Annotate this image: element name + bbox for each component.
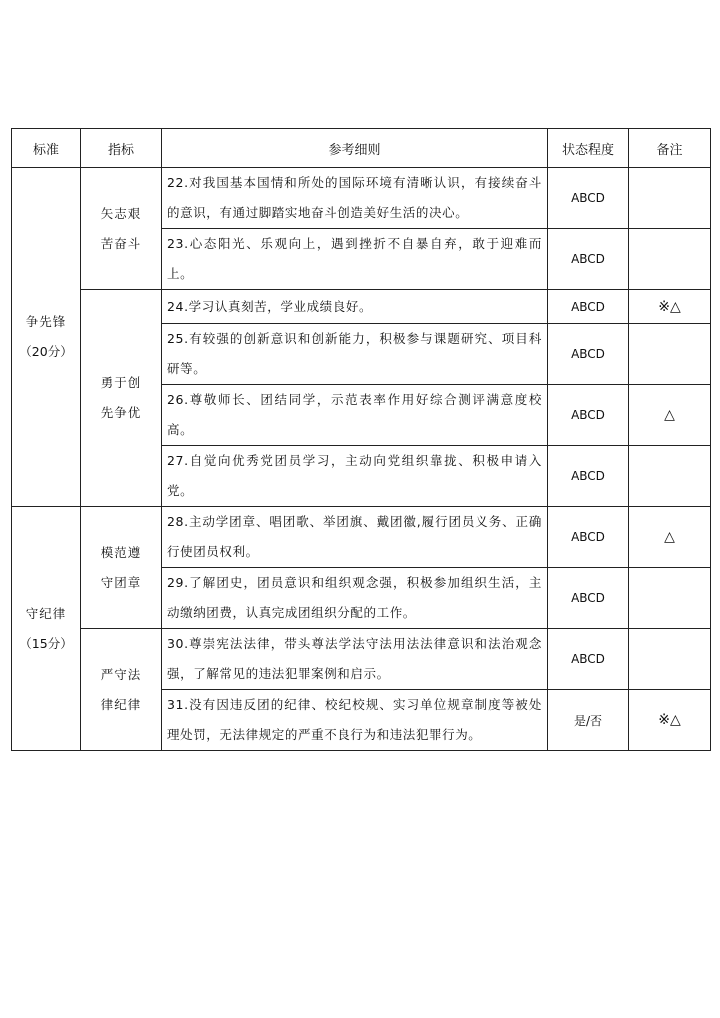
note-cell: △: [629, 507, 711, 568]
evaluation-table: [11, 128, 711, 751]
standard-score: （15分）: [19, 635, 73, 651]
standard-name: 守纪律: [25, 605, 67, 621]
detail-cell: 26.尊敬师长、团结同学，示范表率作用好综合测评满意度校高。: [162, 385, 548, 446]
indicator-name-line2: 律纪律: [100, 696, 142, 712]
note-cell: [629, 168, 711, 229]
level-cell: ABCD: [548, 168, 629, 229]
table-row: [12, 290, 711, 324]
table-row: [12, 168, 711, 229]
detail-cell: 28.主动学团章、唱团歌、举团旗、戴团徽,履行团员义务、正确行使团员权利。: [162, 507, 548, 568]
indicator-name-line1: 矢志艰: [100, 205, 142, 221]
level-cell: ABCD: [548, 385, 629, 446]
level-cell: ABCD: [548, 229, 629, 290]
detail-cell: 22.对我国基本国情和所处的国际环境有清晰认识，有接续奋斗的意识，有通过脚踏实地奋斗创造美好生活的决心。: [162, 168, 548, 229]
indicator-cell: [81, 290, 162, 507]
indicator-name-line1: 模范遵: [100, 544, 142, 560]
level-cell: ABCD: [548, 507, 629, 568]
level-cell: ABCD: [548, 446, 629, 507]
level-cell: ABCD: [548, 568, 629, 629]
note-cell: [629, 324, 711, 385]
detail-cell: 30.尊崇宪法法律，带头尊法学法守法用法法律意识和法治观念强，了解常见的违法犯罪案例和启示。: [162, 629, 548, 690]
detail-cell: 27.自觉向优秀党团员学习，主动向党组织靠拢、积极申请入党。: [162, 446, 548, 507]
indicator-name-line2: 先争优: [100, 405, 142, 420]
header-indicator: 指标: [81, 129, 162, 168]
note-cell: [629, 568, 711, 629]
indicator-name-line1: 勇于创: [100, 375, 142, 390]
header-level: 状态程度: [548, 129, 629, 168]
indicator-name-line2: 苦奋斗: [100, 235, 142, 251]
header-row: [12, 129, 711, 168]
detail-cell: 29.了解团史，团员意识和组织观念强，积极参加组织生活，主动缴纳团费，认真完成团组织分配的工作。: [162, 568, 548, 629]
detail-cell: 24.学习认真刻苦，学业成绩良好。: [162, 290, 548, 324]
detail-cell: 25.有较强的创新意识和创新能力，积极参与课题研究、项目科研等。: [162, 324, 548, 385]
standard-cell: [12, 507, 81, 751]
note-cell: △: [629, 385, 711, 446]
standard-name: 争先锋: [25, 314, 67, 329]
level-cell: ABCD: [548, 290, 629, 324]
indicator-cell: [81, 629, 162, 751]
level-cell: ABCD: [548, 324, 629, 385]
level-cell: 是/否: [548, 690, 629, 751]
note-cell: [629, 629, 711, 690]
header-standard: 标准: [12, 129, 81, 168]
indicator-cell: [81, 507, 162, 629]
indicator-cell: [81, 168, 162, 290]
note-cell: ※△: [629, 690, 711, 751]
indicator-name-line1: 严守法: [100, 666, 142, 682]
header-detail: 参考细则: [162, 129, 548, 168]
detail-cell: 23.心态阳光、乐观向上，遇到挫折不自暴自弃，敢于迎难而上。: [162, 229, 548, 290]
header-note: 备注: [629, 129, 711, 168]
detail-cell: 31.没有因违反团的纪律、校纪校规、实习单位规章制度等被处理处罚，无法律规定的严重不良行为和违法犯罪行为。: [162, 690, 548, 751]
standard-cell: [12, 168, 81, 507]
note-cell: [629, 229, 711, 290]
standard-score: （20分）: [19, 344, 73, 359]
level-cell: ABCD: [548, 629, 629, 690]
table-row: [12, 507, 711, 568]
table-row: [12, 629, 711, 690]
note-cell: ※△: [629, 290, 711, 324]
indicator-name-line2: 守团章: [100, 574, 142, 590]
note-cell: [629, 446, 711, 507]
